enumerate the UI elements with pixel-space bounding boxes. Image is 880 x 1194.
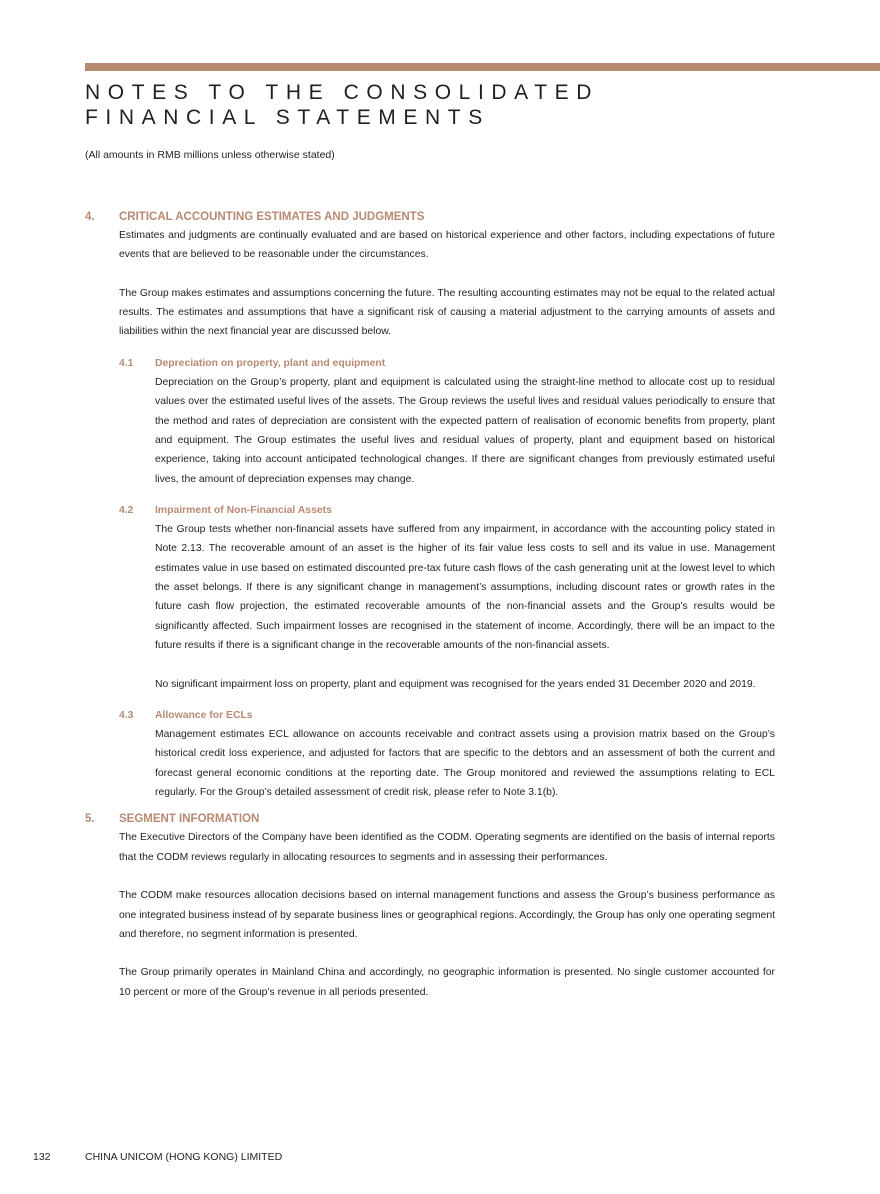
paragraph: The CODM make resources allocation decisions based on internal management functions and assess the Group’s business performance as one integrated business instead of by separate business lines or geographical regions. Accordingly, the Group has only one operating segment and therefore, no segment information is presented. xyxy=(119,890,775,940)
paragraph: The Group primarily operates in Mainland China and accordingly, no geographic information is presented. No single customer accounted for 10 percent or more of the Group’s revenue in all periods presented. xyxy=(119,967,775,998)
section-4-heading xyxy=(85,209,775,226)
subsection-4-3 xyxy=(119,706,775,802)
header-accent-bar xyxy=(85,63,880,71)
subsection-4-1-number: 4.1 xyxy=(119,357,134,369)
section-5-heading xyxy=(85,811,775,828)
subsection-4-3-title: Allowance for ECLs xyxy=(155,709,253,721)
subsection-4-3-body xyxy=(155,725,775,802)
paragraph: The Executive Directors of the Company have been identified as the CODM. Operating segments are identified on the basis of internal reports that the CODM reviews regularly in allocating resources to segments and in assessing their performances. xyxy=(119,832,775,863)
section-4-title: CRITICAL ACCOUNTING ESTIMATES AND JUDGMENTS xyxy=(119,211,425,223)
paragraph: Management estimates ECL allowance on accounts receivable and contract assets using a provision matrix based on the Group’s historical credit loss experience, and adjusted for factors that are specific to the debtors and an assessment of both the current and forecast general economic conditions at the reporting date. The Group monitored and reviewed the assumptions relating to ECL regularly. For the Group’s detailed assessment of credit risk, please refer to Note 3.1(b). xyxy=(155,729,775,799)
subsection-4-1-heading xyxy=(119,354,775,373)
notes-content xyxy=(85,209,775,1002)
subsection-4-1-body xyxy=(155,373,775,489)
paragraph: Estimates and judgments are continually evaluated and are based on historical experience and other factors, including expectations of future events that are believed to be reasonable under the circumstances. xyxy=(119,230,775,261)
subsection-4-2 xyxy=(119,501,775,694)
subsection-4-2-body xyxy=(155,520,775,694)
page-footer xyxy=(33,1151,282,1163)
section-5-body xyxy=(119,828,775,1002)
subsection-4-2-title: Impairment of Non-Financial Assets xyxy=(155,504,332,516)
paragraph: The Group tests whether non-financial assets have suffered from any impairment, in accordance with the accounting policy stated in Note 2.13. The recoverable amount of an asset is the higher of its fair value less costs to sell and its value in use. Management estimates value in use based on estimated discounted pre-tax future cash flows of the cash generating unit at the lowest level to which the asset belongs. If there is any significant change in management’s assumptions, including discount rates or growth rates in the future cash flow projection, the estimated recoverable amounts of the non-financial assets and the Group’s results would be significantly affected. Such impairment losses are recognised in the statement of income. Accordingly, there will be an impact to the future results if there is a significant change in the recoverable amounts of the non-financial assets. xyxy=(155,524,775,651)
amounts-note: (All amounts in RMB millions unless otherwise stated) xyxy=(85,149,335,161)
section-4-body xyxy=(119,226,775,802)
subsection-4-1-title: Depreciation on property, plant and equipment xyxy=(155,357,386,369)
paragraph: The Group makes estimates and assumptions concerning the future. The resulting accounting estimates may not be equal to the related actual results. The estimates and assumptions that have a significant risk of causing a material adjustment to the carrying amounts of assets and liabilities within the next financial year are discussed below. xyxy=(119,287,775,338)
paragraph: Depreciation on the Group’s property, plant and equipment is calculated using the straight-line method to allocate cost up to residual values over the estimated useful lives of the assets. The Group reviews the useful lives and residual values periodically to ensure that the method and rates of depreciation are consistent with the expected pattern of realisation of economic benefits from property, plant and equipment. The Group estimates the useful lives and residual values of property, plant and equipment based on historical experience, taking into account anticipated technological changes. If there are significant changes from previously estimated useful lives, the amount of depreciation expenses may change. xyxy=(155,377,775,485)
section-5-title: SEGMENT INFORMATION xyxy=(119,813,260,826)
section-4-number: 4. xyxy=(85,211,95,223)
page-title xyxy=(85,80,599,130)
page-number: 132 xyxy=(33,1151,51,1163)
section-5 xyxy=(85,811,775,1002)
page-title-line-1: NOTES TO THE CONSOLIDATED xyxy=(85,81,600,104)
page-title-line-2: FINANCIAL STATEMENTS xyxy=(85,106,490,129)
company-name: CHINA UNICOM (HONG KONG) LIMITED xyxy=(85,1151,283,1163)
subsection-4-1 xyxy=(119,354,775,489)
section-5-number: 5. xyxy=(85,813,95,826)
paragraph: No significant impairment loss on property, plant and equipment was recognised for the years ended 31 December 2020 and 2019. xyxy=(155,678,756,690)
subsection-4-3-number: 4.3 xyxy=(119,709,134,721)
section-4 xyxy=(85,209,775,802)
subsection-4-2-number: 4.2 xyxy=(119,504,134,516)
subsection-4-2-heading xyxy=(119,501,775,520)
subsection-4-3-heading xyxy=(119,706,775,725)
